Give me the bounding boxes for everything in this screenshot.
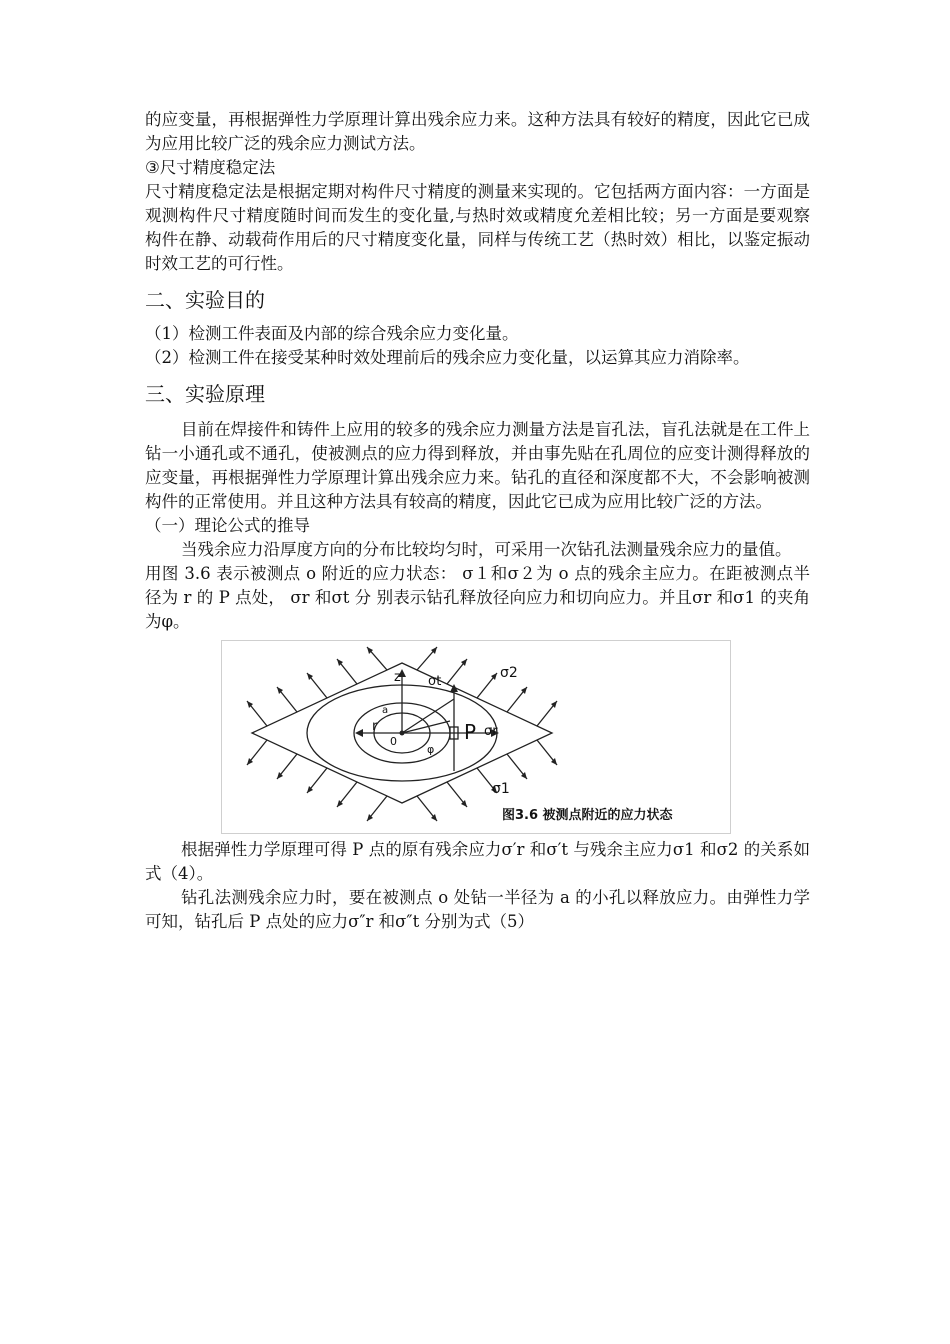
paragraph: 根据弹性力学原理可得 P 点的原有残余应力σ′r 和σ′t 与残余主应力σ1 和σ2 的关系如式（4）。	[145, 840, 810, 883]
label-p: P	[464, 720, 477, 744]
label-sigma-1: σ1	[492, 781, 510, 797]
document-page	[145, 108, 810, 934]
section-heading-principle: 三、实验原理	[145, 382, 265, 406]
paragraph: 钻孔法测残余应力时，要在被测点 o 处钻一半径为 a 的小孔以释放应力。由弹性力学可知，钻孔后 P 点处的应力σ″r 和σ″t 分别为式（5）	[145, 888, 810, 931]
paragraph: 用图 3.6 表示被测点 o 附近的应力状态： σ１和σ２为 o 点的残余主应力。在距被测点半径为 r 的 P 点处， σr 和σt 分 别表示钻孔释放径向应力和切向应力。并且σr 和σ1 的夹角为φ。	[145, 564, 810, 631]
paragraph: 当残余应力沿厚度方向的分布比较均匀时，可采用一次钻孔法测量残余应力的量值。	[181, 540, 792, 559]
list-item: （2）检测工件在接受某种时效处理前后的残余应力变化量，以运算其应力消除率。	[145, 348, 750, 367]
label-phi: φ	[427, 743, 435, 756]
paragraph: 尺寸精度稳定法是根据定期对构件尺寸精度的测量来实现的。它包括两方面内容：一方面是观测构件尺寸精度随时间而发生的变化量,与热时效或精度允差相比较；另一方面是要观察构件在静、动载荷作用后的尺寸精度变化量，同样与传统工艺（热时效）相比，以鉴定振动时效工艺的可行性。	[145, 182, 810, 273]
label-sigma-t: σt	[428, 674, 442, 689]
label-sigma-r: σr	[484, 724, 498, 739]
paragraph: 目前在焊接件和铸件上应用的较多的残余应力测量方法是盲孔法，盲孔法就是在工件上钻一小通孔或不通孔，使被测点的应力得到释放，并由事先贴在孔周位的应变计测得释放的应变量，再根据弹性力学原理计算出残余应力来。钻孔的直径和深度都不大，不会影响被测构件的正常使用。并且这种方法具有较高的精度，因此它已成为应用比较广泛的方法。	[145, 420, 810, 511]
label-o: 0	[390, 735, 397, 748]
section-heading-purpose: 二、实验目的	[145, 288, 265, 312]
label-z: z	[394, 670, 401, 685]
label-r: r	[372, 719, 378, 734]
stress-state-figure	[221, 640, 731, 834]
label-a: a	[382, 705, 389, 716]
paragraph: 的应变量，再根据弹性力学原理计算出残余应力来。这种方法具有较好的精度，因此它已成为应用比较广泛的残余应力测试方法。	[145, 110, 810, 153]
label-sigma-2: σ2	[500, 665, 518, 681]
subheading-dimension-method: ③尺寸精度稳定法	[145, 158, 276, 177]
list-item: （1）检测工件表面及内部的综合残余应力变化量。	[145, 324, 519, 343]
stress-diagram	[222, 641, 730, 833]
subheading-derivation: （一）理论公式的推导	[145, 516, 310, 535]
figure-caption: 图3.6 被测点附近的应力状态	[502, 808, 673, 823]
